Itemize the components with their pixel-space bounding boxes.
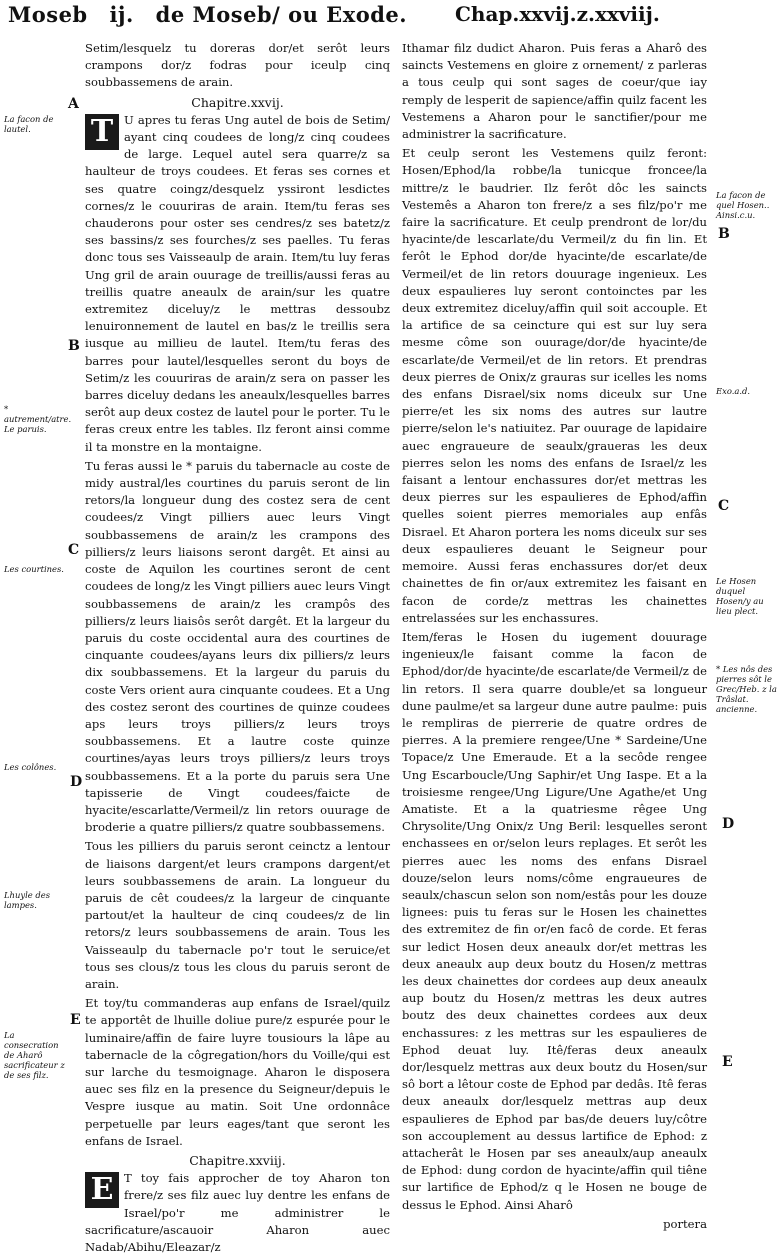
margin-letter-a: A <box>68 96 79 112</box>
margin-note-colonnes: Les colônes. <box>4 762 57 772</box>
margin-letter-d: D <box>70 774 83 790</box>
chapter-heading: Chapitre.xxvij. <box>191 94 284 110</box>
margin-letter-c: C <box>68 542 80 558</box>
running-head-folio: ij. <box>109 2 134 27</box>
right-text-column <box>402 40 707 1235</box>
paragraph <box>85 1170 390 1256</box>
margin-letter-d-right: D <box>722 816 735 832</box>
paragraph: Ithamar filz dudict Aharon. Puis feras a Aharô des saincts Vestemens en gloire z ornement/ z parleras a tous ceulp qui sont sages de coeur/que iay remply de lesperit de sapience/affin quilz facent les Vestemens a Aharon pour le sanctifier/pour me administrer la sacrificature. <box>402 41 707 142</box>
margin-note-exod-ref: Exo.a.d. <box>716 386 751 396</box>
running-head-title: de Moseb/ ou Exode. <box>155 2 408 27</box>
margin-note-altar: La facon de lautel. <box>4 114 54 134</box>
paragraph <box>85 112 390 456</box>
decorated-initial: T <box>85 114 119 150</box>
chapter-heading: Chapitre.xxviij. <box>189 1153 286 1168</box>
paragraph: Et toy/tu commanderas aup enfans de Israel/quilz te apportêt de lhuille doliue pure/z espurée pour le luminaire/affin de faire luyre tousiours la lâpe au tabernacle de la côgregation/hors du Voille/qui est sur larche du tesmoignage. Aharon le disposera auec ses filz en la presence du Seigneur/depuis le Vespre iusque au matin. Soit Une ordonnâce perpetuelle par leurs eages/tant que seront les enfans de Israel. <box>85 996 390 1148</box>
paragraph: Tous les pilliers du paruis seront ceinctz a lentour de liaisons dargent/et leurs crampons dargent/et leurs soubbassemens de arain. La longueur du paruis de cêt coudees/z la largeur de cinquante partout/et la haulteur de cinq coudees/z de lin retors/z leurs soubbassemens de arain. Tous les Vaisseaulp du tabernacle po'r tout le seruice/et tous ses clous/z tous les clous du paruis seront de arain. <box>85 839 390 991</box>
paragraph-text: U apres tu feras Ung autel de bois de Setim/ ayant cinq coudees de long/z cinq coudees de large. Lequel autel sera quarre/z sa haulteur de troys coudees. Et feras ses cornes et ses quatre coingz/desquelz yssiront lesdictes cornes/z le couuriras de arain. Item/tu feras ses chauderons pour oster ses cendres/z ses batetz/z ses bassins/z ses fourches/z ses paelles. Tu feras donc tous ses Vaisseaulp de arain. Item/tu luy feras Ung gril de arain ouurage de treillis/aussi feras au treillis quatre aneaulx de arain/sur les quatre extremitez diceluy/z le mettras dessoubz lenuironnement de lautel en bas/z le treillis sera iusque au millieu de lautel. Item/tu feras des barres pour lautel/lesquelles seront du boys de Setim/z les couuriras de arain/z sera on passer les barres diceluy dedans les aneaulx/lesquelles barres serôt aup deux costez de lautel pour le porter. Tu le feras creux entre les tables. Ilz feront ainsi comme il ta monstre en la montaigne. <box>85 112 390 454</box>
paragraph: Et ceulp seront les Vestemens quilz feront: Hosen/Ephod/la robbe/la tunicque froncee/la mittre/z le baudrier. Ilz ferôt dôc les saincts Vestemês a Aharon ton frere/z a ses filz/po'r me faire la sacrificature. Et ceulp prendront de lor/du hyacinte/de lescarlate/du Vermeil/z du fin lin. Et ferôt le Ephod dor/de hyacinte/de escarlate/de Vermeil/et de lin retors douurage ingenieux. Les deux espaulieres luy seront contoinctes par les deux extremitez diceluy/affin quil soit accouple. Et la artifice de sa ceincture qui est sur luy sera mesme côme son ouurage/dor/de hyacinte/de escarlate/de Vermeil/et de lin retors. Et prendras deux pierres de Onix/z grauras sur icelles les noms des enfans Disrael/six noms diceulx sur Une pierre/et les six noms des autres sur lautre pierre/selon le's natiuitez. Par ouurage de lapidaire auec engraueure de seaulx/graueras les deux pierres selon les noms des enfans de Israel/z les faisant a lentour enchassures dor/et mettras les deux pierres sur les espaulieres de Ephod/affin quelles soient pierres memoriales aup enfâs Disrael. Et Aharon portera les noms diceulx sur ses deux espaulieres deuant le Seigneur pour memoire. Aussi feras enchassures dor/et deux chainettes de fin or/aux extremitez les faisant en facon de corde/z mettras les chainettes entrelassées sur les enchassures. <box>402 146 707 625</box>
margin-note-hosen: Le Hosen duquel Hosen/y au lieu plect. <box>716 576 764 616</box>
decorated-initial: E <box>85 1172 119 1208</box>
paragraph: Setim/lesquelz tu doreras dor/et serôt leurs crampons dor/z fodras pour iceulp cinq soubbassemens de arain. <box>85 41 390 90</box>
margin-note-ephod: La facon de quel Hosen.. Ainsi.c.u. <box>716 190 770 220</box>
margin-note-huile: Lhuyle des lampes. <box>4 890 50 910</box>
paragraph: Tu feras aussi le * paruis du tabernacle au coste de midy austral/les courtines du paruis seront de lin retors/la longueur dung des costez sera de cent coudees/z Vingt pilliers auec leurs Vingt soubbassemens de arain/z les crampons des pilliers/z leurs liaisons seront dargêt. Et ainsi au coste de Aquilon les courtines seront de cent coudees de long/z les Vingt pilliers auec leurs Vingt soubbassemens de arain/z les crampôs des pilliers/z leurs liaisôs serôt dargêt. Et la largeur du paruis du coste occidental aura des courtines de cinquante coudees/ayans leurs dix pilliers/z leurs dix soubbassemens. Et la largeur du paruis du coste Vers orient aura cinquante coudees. Et a Ung des costez seront des courtines de quinze coudees aps leurs troys pilliers/z leurs troys soubbassemens. Et a lautre coste quinze courtines/ayas leurs troys pilliers/z leurs troys soubbassemens. Et a la porte du paruis sera Une tapisserie de Vingt coudees/faicte de hyacite/escarlatte/Vermeil/z lin retors ouurage de broderie a quatre pilliers/z quatre soubbassemens. <box>85 458 390 835</box>
running-head-right: Chap.xxvij.z.xxviij. <box>455 2 660 26</box>
margin-note-consecration: La consecration de Aharô sacrificateur z de ses filz. <box>4 1030 65 1080</box>
margin-letter-e: E <box>70 1012 81 1028</box>
paragraph-text: T toy fais approcher de toy Aharon ton frere/z ses filz auec luy dentre les enfans de Israel/po'r me administrer le sacrificature/ascauoir Aharon auec Nadab/Abihu/Eleazar/z <box>85 1171 390 1255</box>
margin-note-courtines: Les courtines. <box>4 564 64 574</box>
left-text-column <box>85 40 390 1258</box>
margin-letter-b-right: B <box>718 226 730 242</box>
margin-note-pierres: * Les nôs des pierres sôt le Grec/Heb. z la Trâslat. ancienne. <box>716 664 777 714</box>
margin-letter-b: B <box>68 338 80 354</box>
paragraph: Item/feras le Hosen du iugement douurage ingenieux/le faisant comme la facon de Ephod/dor/de hyacinte/de escarlate/de Vermeil/z de lin retors. Il sera quarre double/et sa longueur dune paulme/et sa largeur dune autre paulme: puis le rempliras de pierrerie de quatre ordres de pierres. A la premiere rengee/Une * Sardeine/Une Topace/z Une Emeraude. Et a la secôde rengee Ung Escarboucle/Ung Saphir/et Ung Iaspe. Et a la troisiesme rengee/Ung Ligure/Une Agathe/et Ung Amatiste. Et a la quatriesme rêgee Ung Chrysolite/Ung Onix/z Ung Beril: lesquelles seront enchassees en or/selon leurs replages. Et serôt les pierres auec les noms des enfans Disrael douze/selon leurs noms/côme engraueures de seaulx/chascun selon son nom/estâs pour les douze lignees: puis tu feras sur le Hosen les chainettes des extremitez de fin or/en facô de corde. Et feras sur ledict Hosen deux aneaulx dor/et mettras les deux aneaulx aup deux boutz du Hosen/z mettras les deux chainettes dor cordees aup deux aneaulx aup boutz du Hosen/z mettras les deux autres boutz des deux chainettes cordees aux deux enchassures: z les mettras sur les espaulieres de Ephod deuat luy. Itê/feras deux aneaulx dor/lesquelz mettras aux deux boutz du Hosen/sur sô bort a lêtour coste de Ephod par dedâs. Itê feras deux aneaulx dor/lesquelz mettras aup deux espaulieres de Ephod par bas/de deuers luy/côtre son accouplement au dessus lartifice de Ephod: z attacherât le Hosen par ses aneaulx/aup aneaulx de Ephod: dung cordon de hyacinte/affin quil tiêne sur lartifice de Ephod/z q le Hosen ne bouge de dessus le Ephod. Ainsi Aharô <box>402 629 707 1212</box>
running-head-book: Moseb <box>8 2 88 27</box>
margin-note-paruis: * autrement/atre. Le paruis. <box>4 404 72 434</box>
catchword: portera <box>663 1216 707 1231</box>
margin-letter-e-right: E <box>722 1054 733 1070</box>
margin-letter-c-right: C <box>718 498 730 514</box>
running-head-left <box>8 2 408 44</box>
